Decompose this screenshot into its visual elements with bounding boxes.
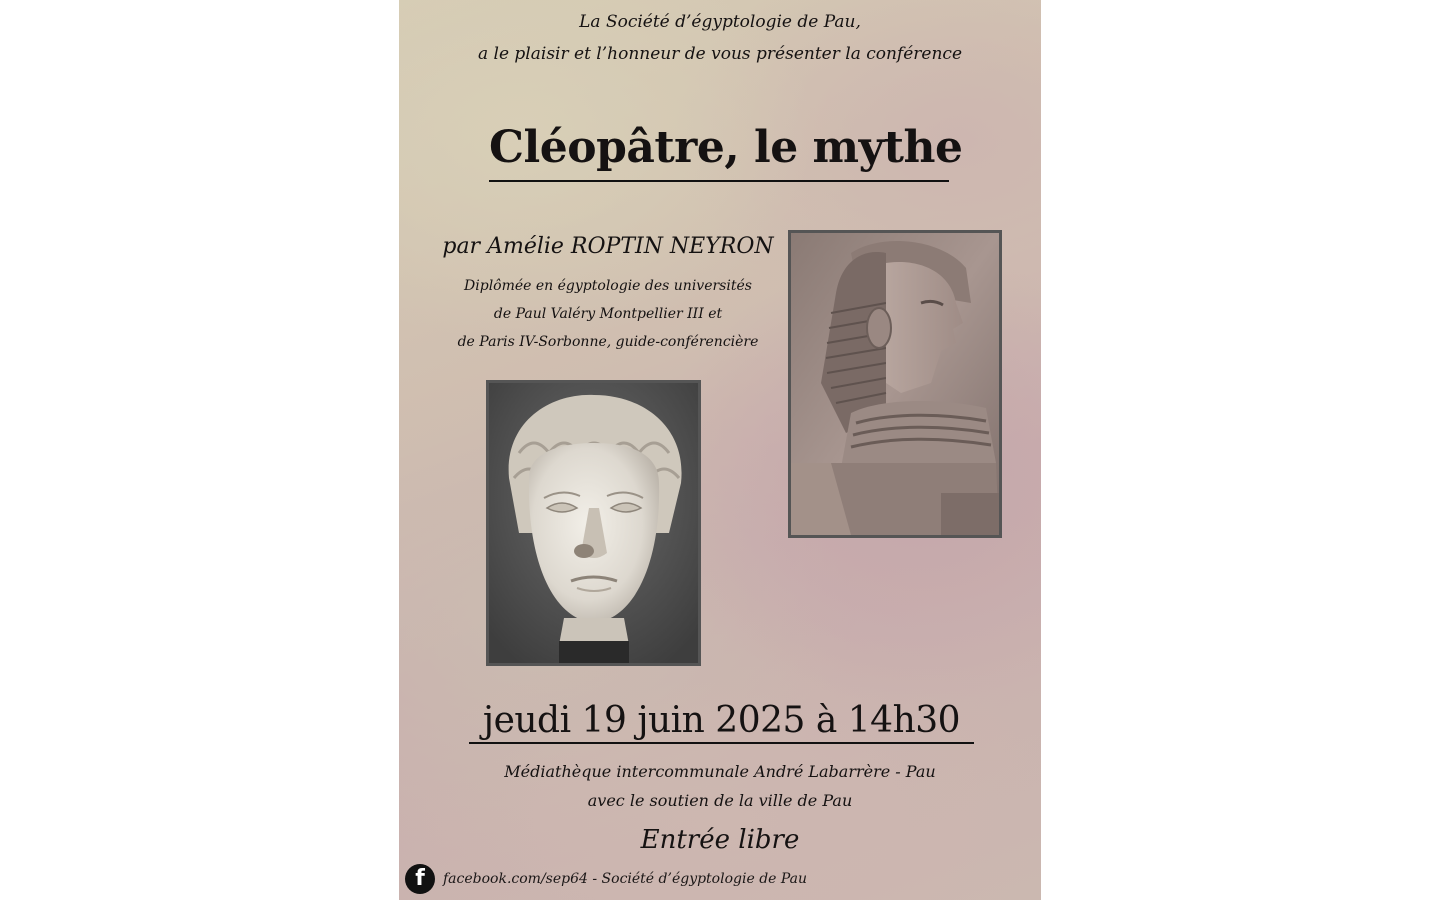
speaker-bio-line-1: Diplômée en égyptologie des universités: [464, 278, 752, 294]
speaker-name: par Amélie ROPTIN NEYRON: [442, 234, 774, 259]
intro-line-2: a le plaisir et l’honneur de vous présenter la conférence: [477, 44, 963, 64]
poster-title: Cléopâtre, le mythe: [489, 122, 963, 173]
conference-poster: [399, 0, 1041, 900]
date-underline: [469, 742, 974, 744]
title-underline: [489, 180, 949, 182]
bust-illustration: [489, 383, 698, 663]
speaker-bio-line-3: de Paris IV-Sorbonne, guide-conférencière: [457, 334, 759, 350]
relief-image: [788, 230, 1002, 538]
relief-illustration: [791, 233, 999, 535]
intro-line-1: La Société d’égyptologie de Pau,: [579, 12, 861, 32]
event-date: jeudi 19 juin 2025 à 14h30: [482, 700, 961, 741]
speaker-bio-line-2: de Paul Valéry Montpellier III et: [493, 306, 723, 322]
venue-line-1: Médiathèque intercommunale André Labarrère - Pau: [504, 762, 936, 781]
footer-text: facebook.com/sep64 - Société d’égyptologie de Pau: [443, 871, 808, 887]
entry-info: Entrée libre: [640, 825, 800, 855]
marble-bust-image: [486, 380, 701, 666]
venue-line-2: avec le soutien de la ville de Pau: [587, 791, 853, 810]
facebook-icon: f: [405, 864, 435, 894]
footer: [405, 862, 807, 896]
